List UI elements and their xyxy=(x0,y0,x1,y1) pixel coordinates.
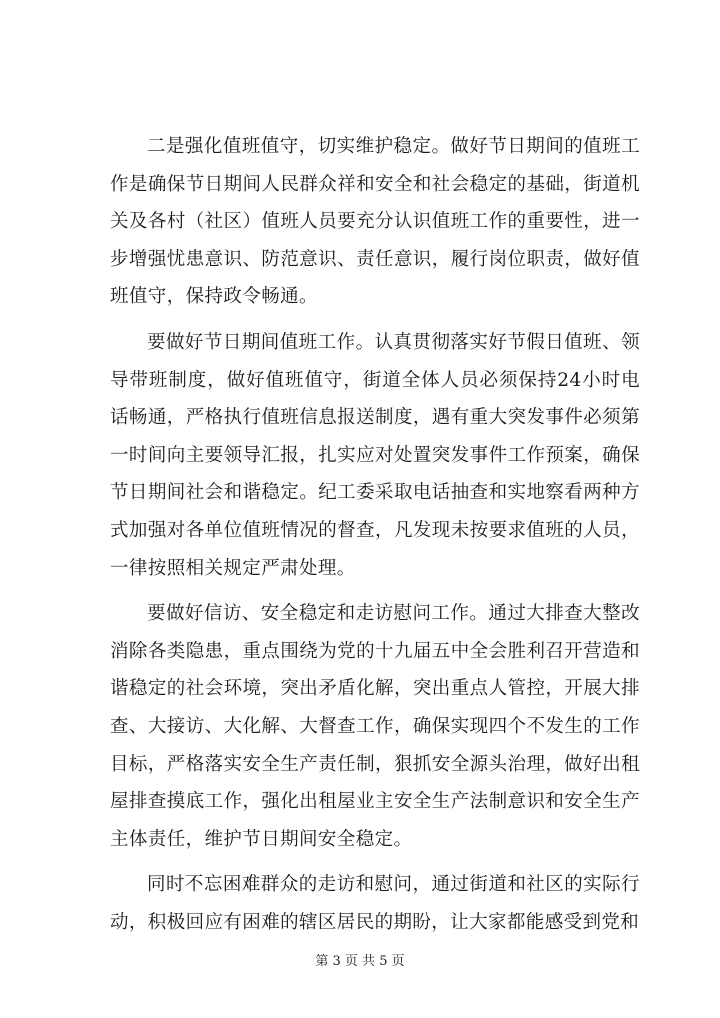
paragraph-holiday-duty: 要做好节日期间值班工作。认真贯彻落实好节假日值班、领导带班制度，做好值班值守，街道全体人员必须保持24小时电话畅通，严格执行值班信息报送制度，遇有重大突发事件必须第一时间向主要领导汇报，扎实应对处置突发事件工作预案，确保节日期间社会和谐稳定。纪工委采取电话抽查和实地察看两种方式加强对各单位值班情况的督查，凡发现未按要求值班的人员，一律按照相关规定严肃处理。 xyxy=(110,331,640,579)
paragraph-visiting-needy: 同时不忘困难群众的走访和慰问，通过街道和社区的实际行动，积极回应有困难的辖区居民的期盼，让大家都能感受到党和 xyxy=(110,874,640,933)
paragraph-petition-safety: 要做好信访、安全稳定和走访慰问工作。通过大排查大整改消除各类隐患，重点围绕为党的十九届五中全会胜利召开营造和谐稳定的社会环境，突出矛盾化解，突出重点人管控，开展大排查、大接访、大化解、大督查工作，确保实现四个不发生的工作目标，严格落实安全生产责任制，狠抓安全源头治理，做好出租屋排查摸底工作，强化出租屋业主安全生产法制意识和安全生产主体责任，维护节日期间安全稳定。 xyxy=(110,603,640,850)
document-body xyxy=(110,128,640,949)
paragraph-duty-stability: 二是强化值班值守，切实维护稳定。做好节日期间的值班工作是确保节日期间人民群众祥和安全和社会稳定的基础，街道机关及各村（社区）值班人员要充分认识值班工作的重要性，进一步增强忧患意识、防范意识、责任意识，履行岗位职责，做好值班值守，保持政令畅通。 xyxy=(110,136,640,308)
page-number-footer: 第 3 页 共 5 页 xyxy=(315,954,405,969)
